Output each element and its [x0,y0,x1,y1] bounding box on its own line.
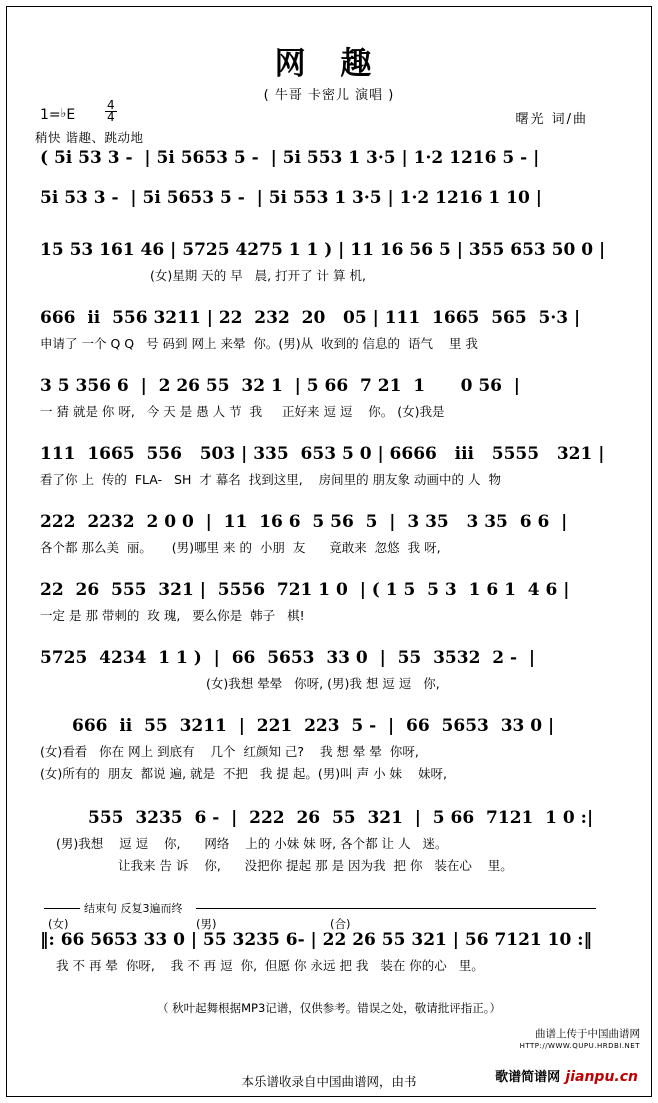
notation-line: 222 2232 2 0 0 | 11 16 6 5 56 5 | 3 35 3 35 6 6 | [40,512,568,532]
lyric-line: 各个都 那么美 丽。 (男)哪里 来 的 小朋 友 竟敢来 忽悠 我 呀, [40,540,441,555]
music-system-8 [0,580,658,624]
lyric-line: 申请了 一个 Q Q 号 码到 网上 来晕 你。(男)从 收到的 信息的 语气 里 我 [40,336,478,351]
notation-line: 5725 4234 1 1 ) | 66 5653 33 0 | 55 3532 2 - | [40,648,536,668]
song-title: 网 趣 [274,46,384,82]
music-system-4 [0,308,658,352]
transcription-note: （ 秋叶起舞根据MP3记谱，仅供参考。错误之处，敬请批评指正。） [156,1001,502,1015]
music-system-5 [0,376,658,420]
ending-rule-left [44,908,80,909]
lyric-line: 一定 是 那 带刺的 玫 瑰, 要么你是 韩子 棋! [40,608,305,623]
lyric-line: 一 猜 就是 你 呀, 今 天 是 愚 人 节 我 正好来 逗 逗 你。 (女)我是 [40,404,445,419]
notation-line: 111 1665 556 503 | 335 653 5 0 | 6666 iii 5555 321 | [40,444,605,464]
role-mark-male: (男) [196,917,217,931]
music-system-3 [0,240,658,284]
time-signature [105,100,117,123]
page-border-top [6,6,652,7]
lyric-line: 看了你 上 传的 FLA- SH 才 幕名 找到这里, 房间里的 朋友象 动画中的 人 物 [40,472,501,487]
brand-name-en: jianpu.cn [565,1069,638,1085]
tempo-marking: 稍快 谐趣、跳动地 [35,130,144,145]
lyric-line-verse1: (男)我想 逗 逗 你, 网络 上的 小妹 妹 呀, 各个都 让 人 迷。 [56,836,448,851]
key-signature [40,106,75,123]
lyric-line: 我 不 再 晕 你呀, 我 不 再 逗 你, 但愿 你 永远 把 我 装在 你的心 里。 [56,958,484,973]
music-system-11 [0,808,658,874]
role-mark-both: (合) [330,917,351,931]
time-signature-numerator: 4 [107,98,115,112]
notation-line: 15 53 161 46 | 5725 4275 1 1 ) | 11 16 56 5 | 355 653 50 0 | [40,240,606,260]
ending-rule-right [196,908,596,909]
song-performers: ( 牛哥 卡密儿 演唱 ) [263,88,395,103]
composer-credit: 曙光 词/曲 [515,112,588,127]
music-system-2 [0,188,658,208]
site-credit [520,1028,640,1052]
lyric-line-verse1: (女)看看 你在 网上 到底有 几个 红颜知 己? 我 想 晕 晕 你呀, [40,744,419,759]
site-credit-text: 曲谱上传于中国曲谱网 [535,1028,640,1040]
site-credit-url: HTTP://WWW.QUPU.HRDBI.NET [519,1042,640,1050]
footer-text: 本乐谱收录自中国曲谱网，由书 [241,1074,417,1089]
page-border-bottom [6,1096,652,1097]
key-note: E [66,107,76,123]
key-label: 1= [40,107,61,123]
key-accidental: ♭ [60,106,67,120]
brand-watermark [495,1066,638,1085]
music-system-1 [0,148,658,168]
notation-line: 555 3235 6 - | 222 26 55 321 | 5 66 7121 1 0 :| [88,808,594,828]
lyric-line-verse2: 让我来 告 诉 你, 没把你 提起 那 是 因为我 把 你 装在心 里。 [118,858,513,873]
notation-line: 3 5 356 6 | 2 26 55 32 1 | 5 66 7 21 1 0 56 | [40,376,520,396]
time-signature-denominator: 4 [107,110,115,124]
brand-name-cn: 歌谱简谱网 [495,1070,561,1085]
music-system-9 [0,648,658,692]
notation-line: 666 ii 556 3211 | 22 232 20 05 | 111 1665 565 5·3 | [40,308,581,328]
music-system-6 [0,444,658,488]
music-system-7 [0,512,658,556]
lyric-line: (女)星期 天的 早 晨, 打开了 计 算 机, [150,268,366,283]
lyric-line: (女)我想 晕晕 你呀, (男)我 想 逗 逗 你, [206,676,440,691]
role-mark-female: (女) [48,917,69,931]
ending-label: 结束句 反复3遍而终 [84,902,183,915]
notation-line: 22 26 555 321 | 5556 721 1 0 | ( 1 5 5 3 1 6 1 4 6 | [40,580,570,600]
notation-line: 5i 53 3 - | 5i 5653 5 - | 5i 553 1 3·5 | 1·2 1216 1 10 | [40,188,542,208]
lyric-line-verse2: (女)所有的 朋友 都说 遍, 就是 不把 我 提 起。(男)叫 声 小 妹 妹呀, [40,766,447,781]
music-system-12 [0,930,658,974]
notation-line: ( 5i 53 3 - | 5i 5653 5 - | 5i 553 1 3·5 | 1·2 1216 5 - | [40,148,540,168]
notation-line: 666 ii 55 3211 | 221 223 5 - | 66 5653 33 0 | [72,716,555,736]
notation-line: ‖: 66 5653 33 0 | 55 3235 6- | 22 26 55 321 | 56 7121 10 :‖ [40,930,593,950]
music-system-10 [0,716,658,782]
